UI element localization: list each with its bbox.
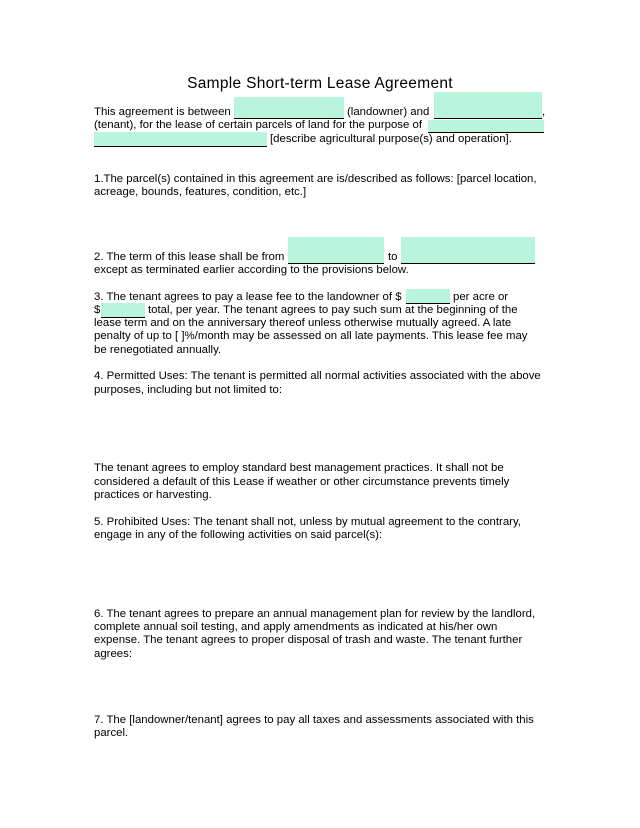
section-3-line3: lease term and on the anniversary thereof unless otherwise mutually agreed. A late: [94, 317, 512, 329]
intro-text-line3: [describe agricultural purpose(s) and operation].: [270, 133, 512, 145]
fee-per-acre-field[interactable]: [406, 289, 450, 304]
section-7-line1: 7. The [landowner/tenant] agrees to pay all taxes and assessments associated with this: [94, 714, 534, 726]
section-5-line2: engage in any of the following activities on said parcel(s):: [94, 529, 383, 541]
intro-text-line2: (tenant), for the lease of certain parcels of land for the purpose of: [94, 119, 422, 131]
term-end-field[interactable]: [401, 237, 535, 264]
section-6-line2: complete annual soil testing, and apply amendments as indicated at his/her own: [94, 621, 498, 633]
section-3-line1b: per acre or: [453, 291, 509, 303]
section-6-line4: agrees:: [94, 648, 132, 660]
section-2-to: to: [388, 251, 398, 263]
section-4-line2: purposes, including but not limited to:: [94, 384, 283, 396]
document-title: Sample Short-term Lease Agreement: [187, 75, 453, 92]
bmp-line3: practices or harvesting.: [94, 489, 212, 501]
intro-text-part3: ,: [542, 106, 546, 118]
fee-total-field[interactable]: [101, 303, 145, 318]
purpose-field-line2[interactable]: [94, 132, 267, 147]
section-6-line3: expense. The tenant agrees to proper disposal of trash and waste. The tenant further: [94, 634, 523, 646]
section-1-line1: 1.The parcel(s) contained in this agreement are is/described as follows: [parcel location,: [94, 173, 537, 185]
section-3-line5: be renegotiated annually.: [94, 344, 222, 356]
section-4-line1: 4. Permitted Uses: The tenant is permitted all normal activities associated with the above: [94, 370, 541, 382]
purpose-field-line1[interactable]: [428, 120, 544, 133]
section-2-line2: except as terminated earlier according to the provisions below.: [94, 264, 409, 276]
landowner-name-field[interactable]: [234, 97, 344, 119]
bmp-line1: The tenant agrees to employ standard best management practices. It shall not be: [94, 462, 504, 474]
section-5-line1: 5. Prohibited Uses: The tenant shall not, unless by mutual agreement to the contrary,: [94, 516, 521, 528]
section-7-line2: parcel.: [94, 727, 129, 739]
section-3-line2a: $: [94, 304, 101, 316]
section-1-line2: acreage, bounds, features, condition, etc.]: [94, 186, 307, 198]
section-2-line1: 2. The term of this lease shall be from: [94, 251, 285, 263]
section-3-line2b: total, per year. The tenant agrees to pay such sum at the beginning of the: [148, 304, 518, 316]
section-6-line1: 6. The tenant agrees to prepare an annual management plan for review by the landlord,: [94, 608, 536, 620]
intro-text-part1: This agreement is between: [94, 106, 231, 118]
section-3-line1a: 3. The tenant agrees to pay a lease fee to the landowner of $: [94, 291, 402, 303]
section-3-line4: penalty of up to [ ]%/month may be assessed on all late payments. This lease fee may: [94, 330, 528, 342]
bmp-line2: considered a default of this Lease if weather or other circumstance prevents timely: [94, 476, 510, 488]
tenant-name-field[interactable]: [434, 92, 542, 119]
intro-text-part2: (landowner) and: [347, 106, 430, 118]
term-start-field[interactable]: [288, 237, 384, 264]
